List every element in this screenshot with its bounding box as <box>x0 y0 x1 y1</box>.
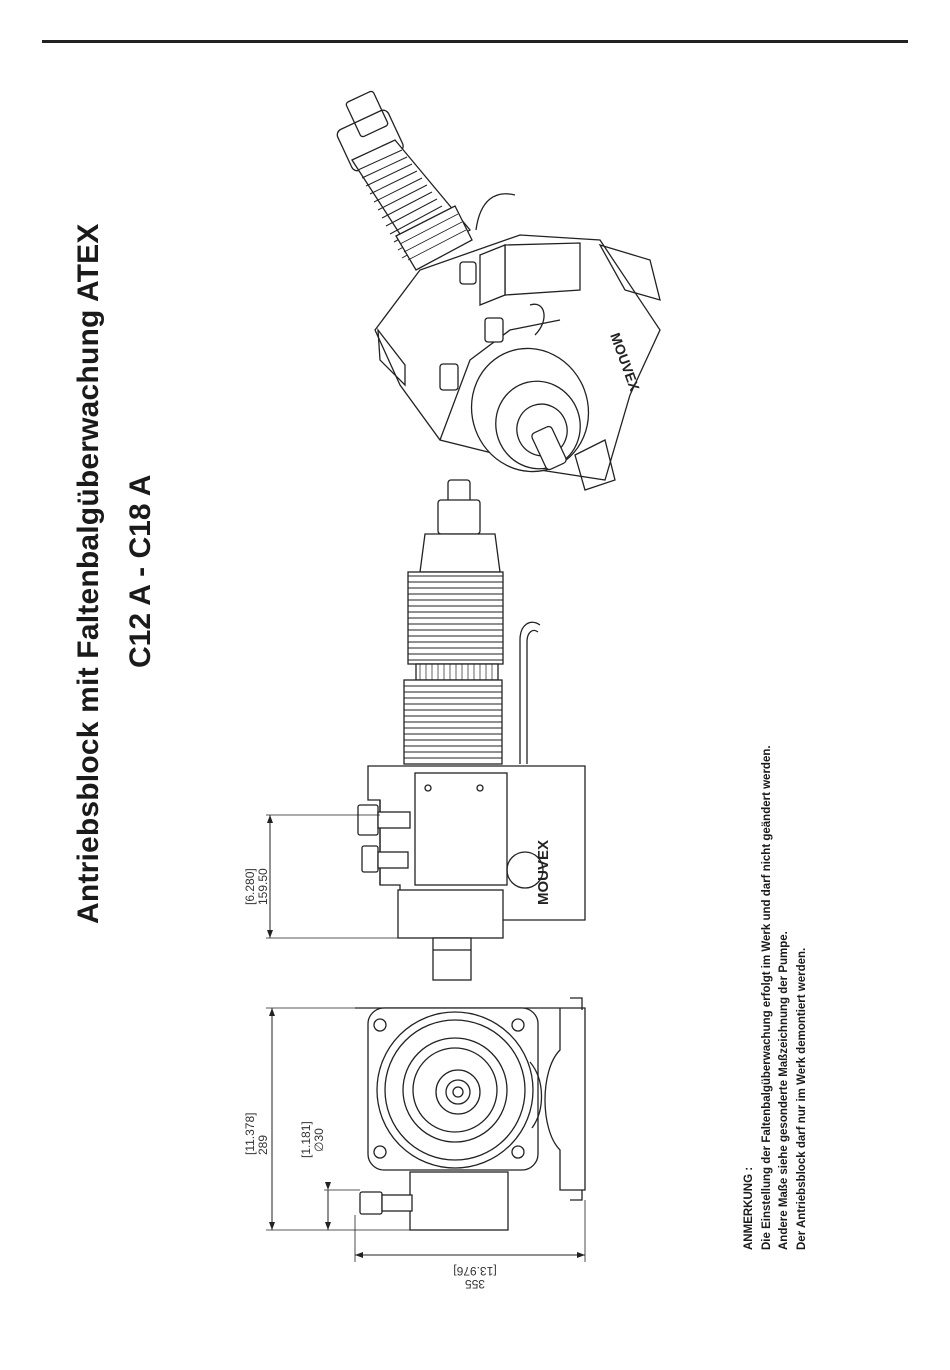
isometric-view <box>335 90 660 490</box>
dim-base-width <box>445 1264 505 1290</box>
note-line-3: Der Antriebsblock darf nur im Werk demontiert werden. <box>795 947 808 1250</box>
isometric-logo: MOUVEX <box>607 330 643 394</box>
side-view <box>266 480 585 980</box>
dim-sensor-offset-mm: ∅30 <box>312 1128 326 1152</box>
note-heading: ANMERKUNG : <box>743 1166 755 1250</box>
dim-base-width-in: [13.976] <box>453 1264 497 1278</box>
dim-sensor-offset <box>300 1121 326 1158</box>
dim-front-height-mm: 289 <box>256 1134 270 1155</box>
page-title: Antriebsblock mit Faltenbalgüberwachung ATEX <box>72 223 105 924</box>
dim-side-length-mm: 159.50 <box>256 868 270 905</box>
dim-front-height-in: [11.378] <box>243 1112 257 1155</box>
note-line-2: Andere Maße siehe gesonderte Maßzeichnung der Pumpe. <box>778 931 790 1250</box>
dim-sensor-offset-in: [1.181] <box>299 1121 313 1158</box>
note-line-1: Die Einstellung der Faltenbalgüberwachung erfolgt im Werk und darf nicht geändert werden. <box>760 745 773 1250</box>
dim-base-width-mm: 355 <box>464 1277 486 1291</box>
dim-side-length <box>244 868 270 905</box>
dim-front-height <box>244 1113 270 1155</box>
side-logo: MOUVEX <box>535 839 552 905</box>
isometric-bellows <box>352 140 472 270</box>
dim-side-length-in: [6.280] <box>243 868 257 905</box>
note-block <box>741 745 811 1250</box>
side-bellows <box>404 572 503 764</box>
page-subtitle: C12 A - C18 A <box>124 474 157 668</box>
